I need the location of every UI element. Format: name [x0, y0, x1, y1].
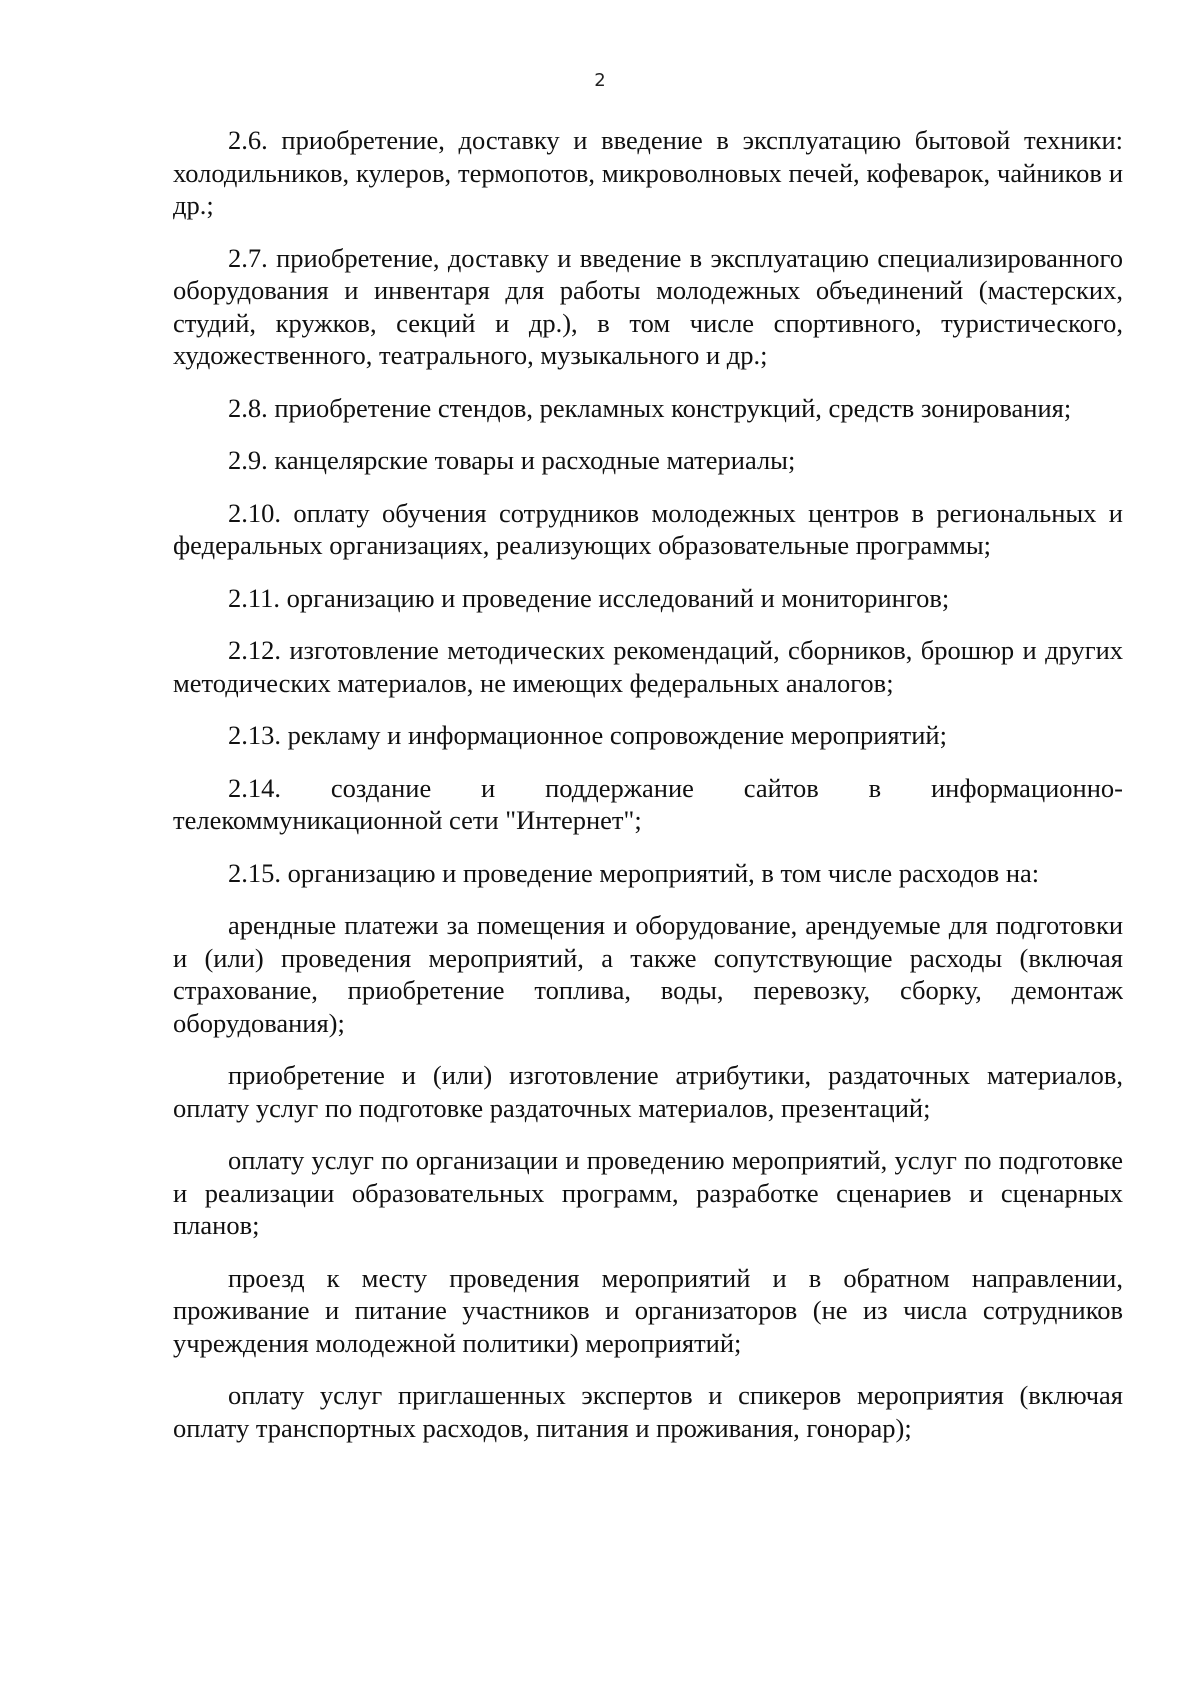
- paragraph-rent-payments: арендные платежи за помещения и оборудование, арендуемые для подготовки и (или) проведения мероприятий, а также сопутствующие расходы (включая страхование, приобретение топлива, воды, перевозку, сборку, демонтаж оборудования);: [173, 910, 1123, 1038]
- paragraph-2-8: 2.8. приобретение стендов, рекламных конструкций, средств зонирования;: [228, 392, 1072, 423]
- paragraph-2-12: 2.12. изготовление методических рекомендаций, сборников, брошюр и других методических материалов, не имеющих федеральных аналогов;: [173, 635, 1123, 698]
- paragraph-experts: оплату услуг приглашенных экспертов и спикеров мероприятия (включая оплату транспортных расходов, питания и проживания, гонорар);: [173, 1380, 1123, 1443]
- paragraph-travel: проезд к месту проведения мероприятий и в обратном направлении, проживание и питание участников и организаторов (не из числа сотрудников учреждения молодежной политики) мероприятий;: [173, 1262, 1123, 1358]
- paragraph-event-services: оплату услуг по организации и проведению мероприятий, услуг по подготовке и реализации образовательных программ, разработке сценариев и сценарных планов;: [173, 1145, 1123, 1240]
- paragraph-2-6: 2.6. приобретение, доставку и введение в эксплуатацию бытовой техники: холодильников, кулеров, термопотов, микроволновых печей, кофеварок, чайников и др.;: [173, 125, 1123, 220]
- paragraph-2-7: 2.7. приобретение, доставку и введение в эксплуатацию специализированного оборудования и инвентаря для работы молодежных объединений (мастерских, студий, кружков, секций и др.), в том числе спортивного, туристического, художественного, театрального, музыкального и др.;: [173, 242, 1123, 370]
- paragraph-attributes: приобретение и (или) изготовление атрибутики, раздаточных материалов, оплату услуг по подготовке раздаточных материалов, презентаций;: [173, 1060, 1123, 1123]
- document-body: [173, 124, 1123, 1464]
- paragraph-2-13: 2.13. рекламу и информационное сопровождение мероприятий;: [228, 720, 947, 750]
- paragraph-2-14: 2.14. создание и поддержание сайтов в информационно-телекоммуникационной сети "Интернет";: [173, 772, 1123, 835]
- paragraph-2-9: 2.9. канцелярские товары и расходные материалы;: [228, 445, 796, 475]
- paragraph-2-10: 2.10. оплату обучения сотрудников молодежных центров в региональных и федеральных организациях, реализующих образовательные программы;: [173, 497, 1123, 560]
- paragraph-2-11: 2.11. организацию и проведение исследований и мониторингов;: [228, 582, 950, 613]
- page-number: 2: [594, 70, 606, 91]
- paragraph-2-15: 2.15. организацию и проведение мероприятий, в том числе расходов на:: [228, 857, 1040, 888]
